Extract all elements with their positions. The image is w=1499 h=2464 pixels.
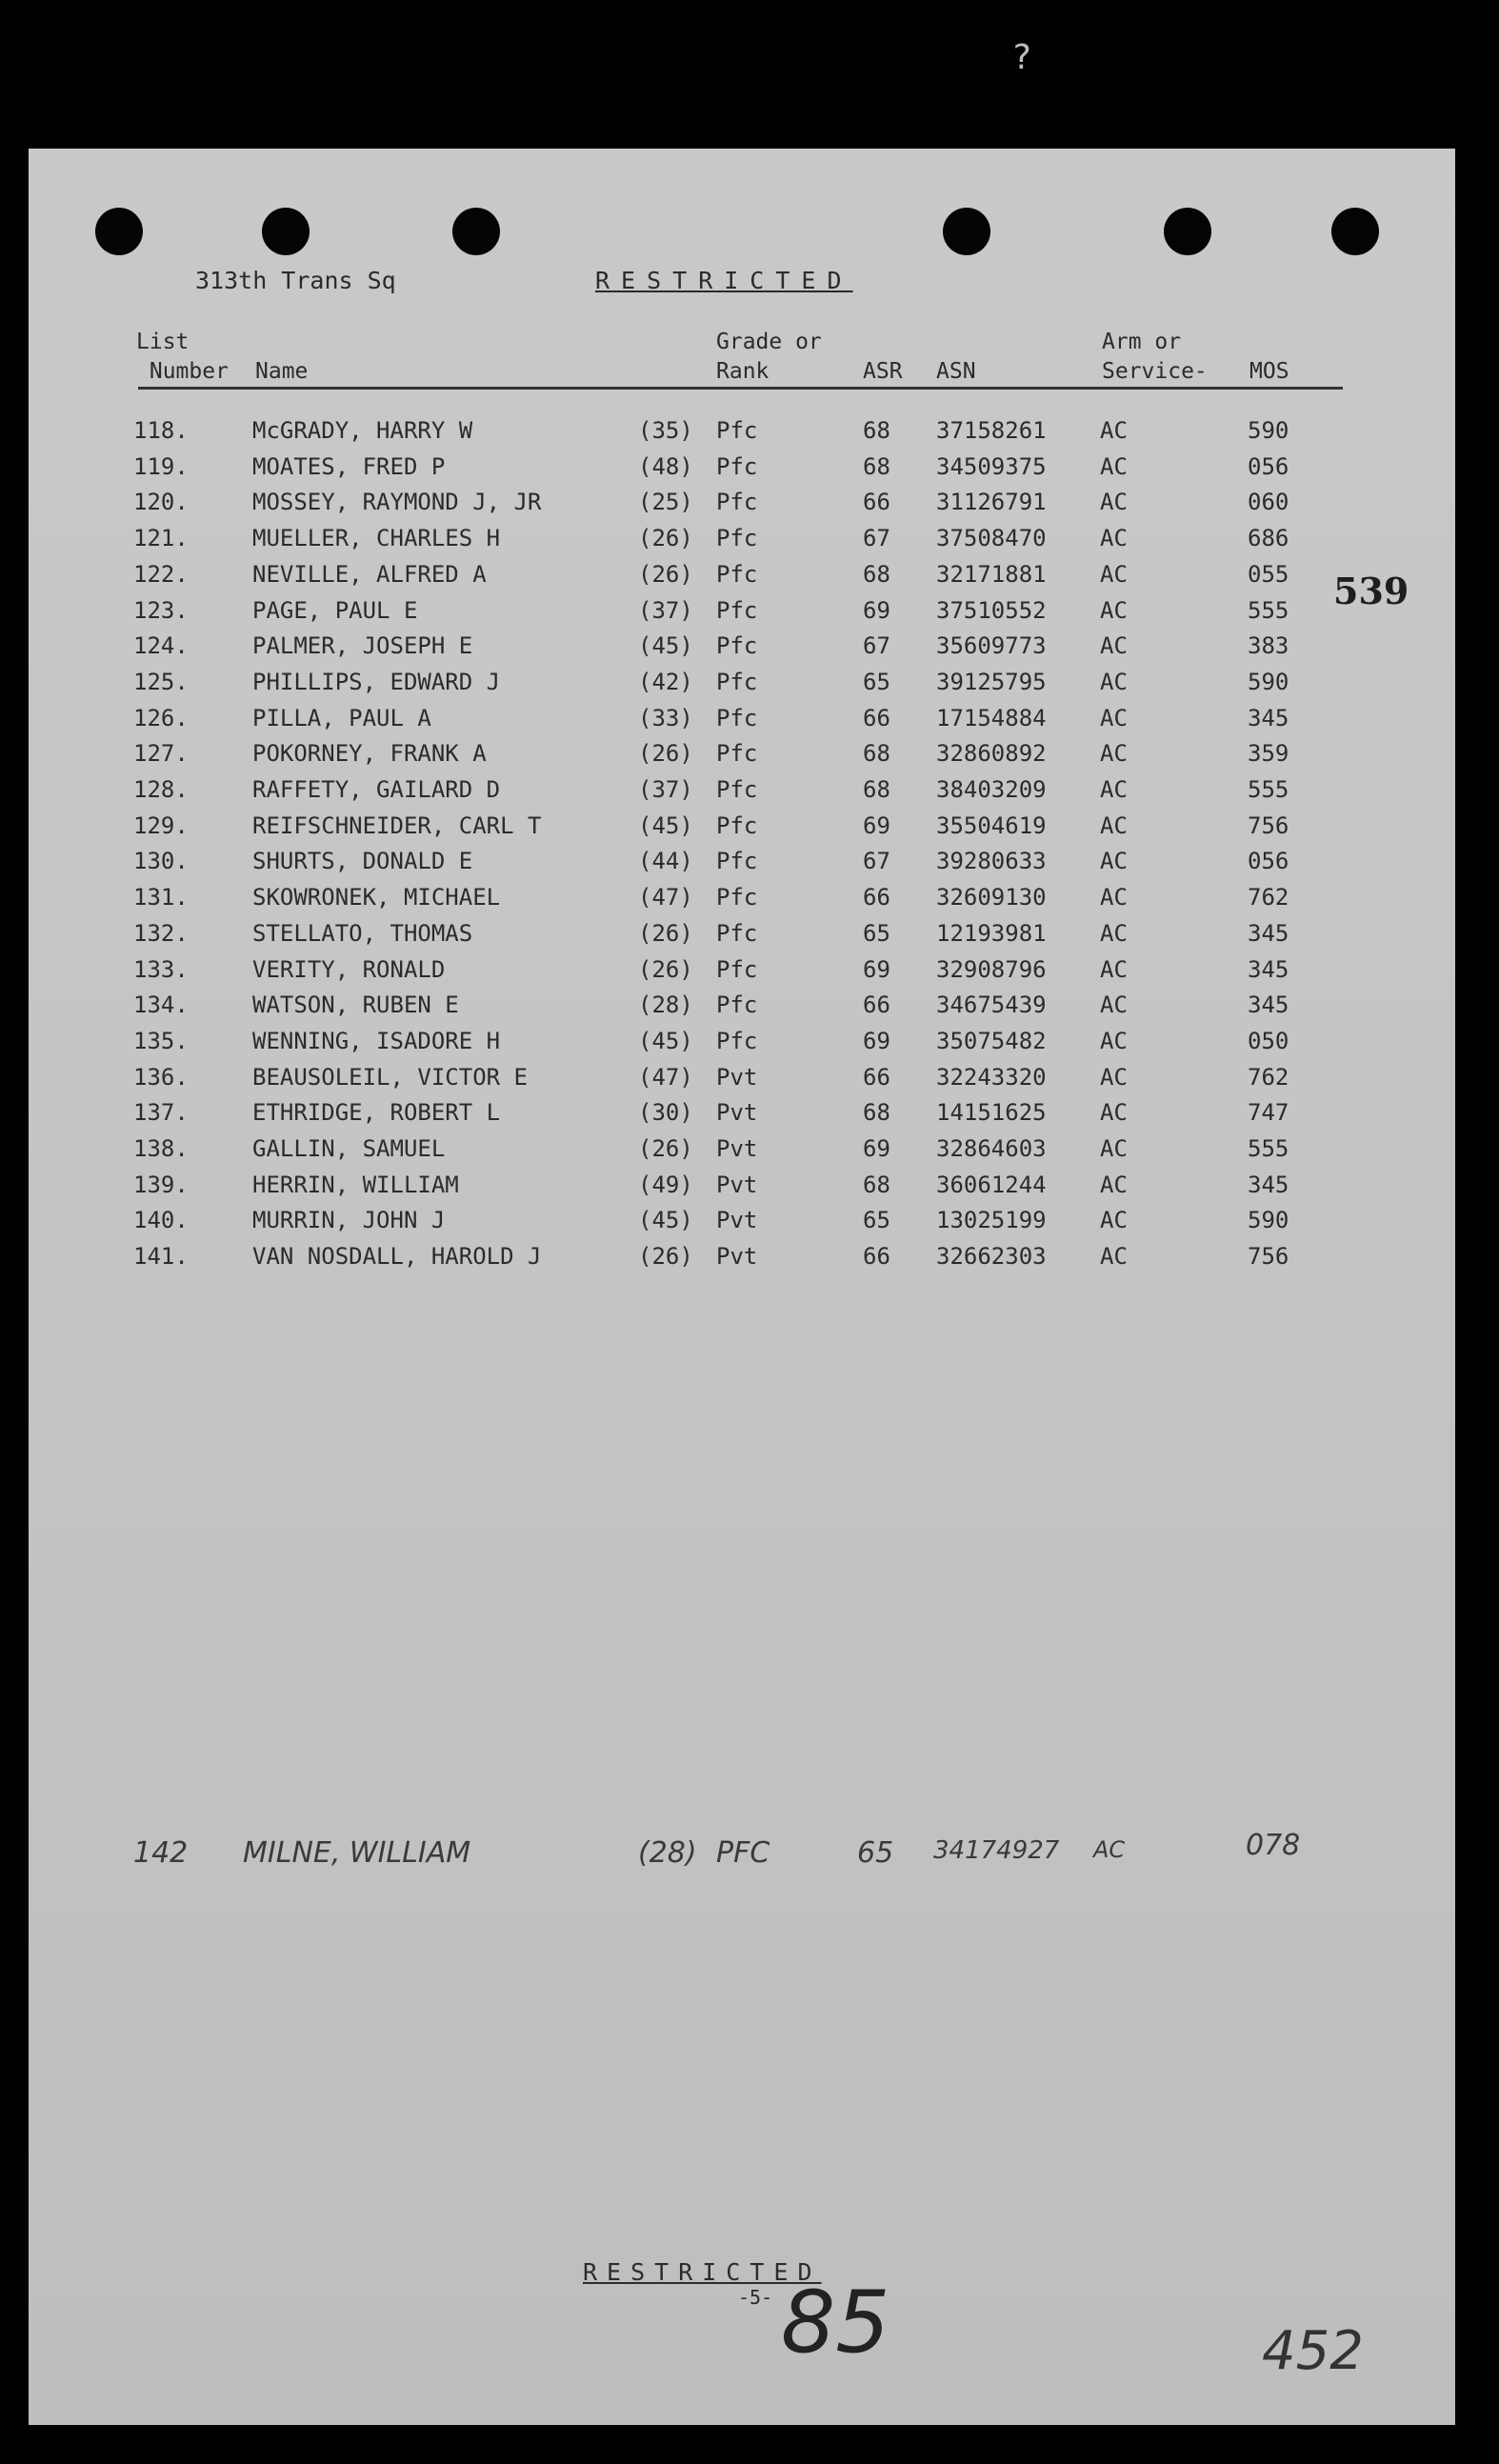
arm-service: AC [1100,848,1128,875]
punch-hole [943,208,990,255]
top-question-mark: ? [1011,38,1032,77]
header-rule [138,387,1343,390]
table-row [29,1028,1455,1062]
member-name: MURRIN, JOHN J [252,1207,446,1234]
mos: 056 [1248,452,1289,480]
punch-hole [1164,208,1211,255]
handwritten-452: 452 [1262,2320,1364,2382]
arm-service: AC [1100,1027,1128,1054]
asr: 66 [863,704,890,731]
asr: 69 [863,1135,890,1162]
grade: Pfc [716,452,758,480]
table-row [29,848,1455,882]
list-number: 141. [133,1243,189,1271]
table-row [29,1243,1455,1277]
grade: Pfc [716,632,758,660]
list-number: 124. [133,632,189,660]
mos: 555 [1248,1135,1289,1162]
punch-hole [1331,208,1379,255]
mos: 555 [1248,596,1289,624]
asn: 17154884 [936,704,1047,731]
mos: 050 [1248,1027,1289,1054]
asn: 32243320 [936,1063,1047,1091]
member-name: MOATES, FRED P [252,452,446,480]
member-name: MUELLER, CHARLES H [252,525,501,552]
table-row [29,417,1455,451]
asn: 35075482 [936,1027,1047,1054]
asr: 65 [857,1836,894,1870]
member-name: SKOWRONEK, MICHAEL [252,884,501,911]
col-list-number: List Number [136,330,229,384]
member-name: ETHRIDGE, ROBERT L [252,1099,501,1127]
mos: 345 [1248,955,1289,983]
arm-service: AC [1100,560,1128,588]
list-number: 133. [133,955,189,983]
col-asr: ASR [863,359,903,384]
table-row [29,525,1455,559]
asn: 39125795 [936,668,1047,695]
table-row [29,669,1455,703]
mos: 055 [1248,560,1289,588]
asr: 68 [863,560,890,588]
asn: 37510552 [936,596,1047,624]
asn: 35504619 [936,811,1047,839]
asr: 65 [863,1207,890,1234]
col-asn: ASN [936,359,976,384]
grade: Pvt [716,1063,758,1091]
mos: 056 [1248,848,1289,875]
mos: 078 [1246,1829,1301,1862]
table-row [29,992,1455,1026]
asn: 36061244 [936,1171,1047,1198]
member-name: WENNING, ISADORE H [252,1027,501,1054]
arm-service: AC [1100,632,1128,660]
member-name: McGRADY, HARRY W [252,417,473,444]
member-name: NEVILLE, ALFRED A [252,560,487,588]
member-name: POKORNEY, FRANK A [252,740,487,768]
asn: 37508470 [936,525,1047,552]
arm-service: AC [1100,704,1128,731]
age: (44) [638,848,693,875]
age: (26) [638,1243,693,1271]
grade: Pfc [716,596,758,624]
table-row [29,740,1455,774]
asn: 37158261 [936,417,1047,444]
list-number: 130. [133,848,189,875]
table-row [29,1172,1455,1206]
table-row [29,920,1455,954]
mos: 383 [1248,632,1289,660]
grade: Pvt [716,1207,758,1234]
grade: Pfc [716,776,758,803]
list-number: 138. [133,1135,189,1162]
mos: 590 [1248,1207,1289,1234]
asr: 68 [863,776,890,803]
asn: 35609773 [936,632,1047,660]
unit-name: 313th Trans Sq [195,267,396,294]
punch-hole [95,208,143,255]
age: (47) [638,1063,693,1091]
punch-hole [262,208,310,255]
arm-service: AC [1100,1063,1128,1091]
classification-header: RESTRICTED [595,267,853,294]
arm-service: AC [1100,884,1128,911]
list-number: 126. [133,704,189,731]
asn: 32908796 [936,955,1047,983]
arm-service: AC [1100,668,1128,695]
arm-service: AC [1100,1099,1128,1127]
handwritten-row [29,1829,1455,1871]
table-row [29,1207,1455,1241]
table-row [29,489,1455,523]
grade: Pfc [716,668,758,695]
age: (26) [638,740,693,768]
age: (30) [638,1099,693,1127]
asr: 67 [863,632,890,660]
list-number: 139. [133,1171,189,1198]
arm-service: AC [1100,417,1128,444]
list-number: 134. [133,992,189,1019]
grade: Pfc [716,811,758,839]
age: (26) [638,1135,693,1162]
asn: 32609130 [936,884,1047,911]
age: (49) [638,1171,693,1198]
asr: 69 [863,596,890,624]
arm-service: AC [1100,992,1128,1019]
mos: 747 [1248,1099,1289,1127]
age: (26) [638,525,693,552]
list-number: 140. [133,1207,189,1234]
member-name: SHURTS, DONALD E [252,848,473,875]
member-name: VERITY, RONALD [252,955,446,983]
table-row [29,561,1455,595]
member-name: BEAUSOLEIL, VICTOR E [252,1063,528,1091]
member-name: MOSSEY, RAYMOND J, JR [252,489,542,516]
asn: 38403209 [936,776,1047,803]
member-name: PILLA, PAUL A [252,704,431,731]
age: (45) [638,1027,693,1054]
asn: 34509375 [936,452,1047,480]
mos: 345 [1248,1171,1289,1198]
grade: Pfc [716,848,758,875]
grade: Pfc [716,489,758,516]
member-name: PALMER, JOSEPH E [252,632,473,660]
asn: 32171881 [936,560,1047,588]
table-row [29,776,1455,811]
list-number: 120. [133,489,189,516]
grade: Pfc [716,992,758,1019]
asn: 32864603 [936,1135,1047,1162]
mos: 762 [1248,884,1289,911]
table-row [29,632,1455,667]
age: (37) [638,776,693,803]
asr: 65 [863,668,890,695]
asr: 68 [863,452,890,480]
member-name: MILNE, WILLIAM [243,1836,471,1870]
punch-hole [452,208,500,255]
grade: PFC [716,1836,770,1870]
col-arm-service: Arm or Service- [1102,330,1208,384]
grade: Pfc [716,560,758,588]
age: (33) [638,704,693,731]
asr: 66 [863,1243,890,1271]
grade: Pfc [716,525,758,552]
member-name: HERRIN, WILLIAM [252,1171,459,1198]
document-page [29,149,1455,2425]
arm-service: AC [1100,1135,1128,1162]
classification-footer: RESTRICTED [583,2258,822,2286]
age: (45) [638,632,693,660]
list-number: 119. [133,452,189,480]
asn: 12193981 [936,919,1047,947]
grade: Pfc [716,1027,758,1054]
list-number: 123. [133,596,189,624]
member-name: WATSON, RUBEN E [252,992,459,1019]
mos: 756 [1248,1243,1289,1271]
grade: Pfc [716,704,758,731]
table-row [29,1099,1455,1133]
mos: 359 [1248,740,1289,768]
arm-service: AC [1100,776,1128,803]
col-grade: Grade or Rank [716,330,822,384]
arm-service: AC [1100,740,1128,768]
mos: 590 [1248,668,1289,695]
list-number: 142 [133,1836,189,1870]
asr: 66 [863,992,890,1019]
mos: 555 [1248,776,1289,803]
age: (25) [638,489,693,516]
asn: 34174927 [933,1836,1060,1865]
member-name: VAN NOSDALL, HAROLD J [252,1243,542,1271]
mos: 345 [1248,919,1289,947]
table-row [29,1064,1455,1098]
list-number: 131. [133,884,189,911]
page-number: -5- [738,2286,773,2309]
grade: Pvt [716,1171,758,1198]
arm-service: AC [1100,596,1128,624]
arm-service: AC [1100,1171,1128,1198]
table-row [29,956,1455,991]
grade: Pfc [716,417,758,444]
asr: 68 [863,1171,890,1198]
arm-service: AC [1100,489,1128,516]
mos: 060 [1248,489,1289,516]
table-row [29,812,1455,847]
list-number: 132. [133,919,189,947]
arm-service: AC [1100,525,1128,552]
table-row [29,597,1455,631]
grade: Pfc [716,919,758,947]
asr: 67 [863,848,890,875]
asn: 34675439 [936,992,1047,1019]
arm-service: AC [1100,955,1128,983]
member-name: STELLATO, THOMAS [252,919,473,947]
handwritten-85: 85 [781,2273,890,2373]
table-row [29,1135,1455,1170]
table-row [29,705,1455,739]
list-number: 127. [133,740,189,768]
list-number: 121. [133,525,189,552]
grade: Pvt [716,1243,758,1271]
age: (37) [638,596,693,624]
asr: 67 [863,525,890,552]
table-row [29,884,1455,918]
grade: Pfc [716,740,758,768]
age: (42) [638,668,693,695]
asn: 32860892 [936,740,1047,768]
grade: Pvt [716,1135,758,1162]
asn: 39280633 [936,848,1047,875]
grade: Pvt [716,1099,758,1127]
asr: 66 [863,884,890,911]
asr: 69 [863,955,890,983]
age: (47) [638,884,693,911]
age: (45) [638,811,693,839]
list-number: 135. [133,1027,189,1054]
mos: 345 [1248,992,1289,1019]
arm-service: AC [1093,1836,1126,1863]
asn: 31126791 [936,489,1047,516]
age: (48) [638,452,693,480]
asr: 68 [863,1099,890,1127]
mos: 762 [1248,1063,1289,1091]
arm-service: AC [1100,1243,1128,1271]
asr: 69 [863,811,890,839]
asn: 32662303 [936,1243,1047,1271]
age: (26) [638,919,693,947]
asr: 68 [863,740,890,768]
age: (28) [638,1836,697,1870]
side-page-number: 539 [1333,570,1409,612]
asr: 65 [863,919,890,947]
member-name: PHILLIPS, EDWARD J [252,668,501,695]
member-name: PAGE, PAUL E [252,596,418,624]
arm-service: AC [1100,1207,1128,1234]
asr: 66 [863,1063,890,1091]
mos: 756 [1248,811,1289,839]
list-number: 122. [133,560,189,588]
member-name: REIFSCHNEIDER, CARL T [252,811,542,839]
grade: Pfc [716,955,758,983]
asr: 68 [863,417,890,444]
mos: 345 [1248,704,1289,731]
member-name: RAFFETY, GAILARD D [252,776,501,803]
table-row [29,453,1455,488]
arm-service: AC [1100,452,1128,480]
asn: 14151625 [936,1099,1047,1127]
grade: Pfc [716,884,758,911]
asr: 69 [863,1027,890,1054]
list-number: 136. [133,1063,189,1091]
col-name: Name [255,359,309,384]
list-number: 137. [133,1099,189,1127]
mos: 686 [1248,525,1289,552]
age: (45) [638,1207,693,1234]
list-number: 125. [133,668,189,695]
mos: 590 [1248,417,1289,444]
list-number: 129. [133,811,189,839]
age: (35) [638,417,693,444]
age: (26) [638,955,693,983]
asn: 13025199 [936,1207,1047,1234]
asr: 66 [863,489,890,516]
member-name: GALLIN, SAMUEL [252,1135,446,1162]
col-mos: MOS [1249,359,1289,384]
age: (26) [638,560,693,588]
arm-service: AC [1100,919,1128,947]
list-number: 128. [133,776,189,803]
list-number: 118. [133,417,189,444]
arm-service: AC [1100,811,1128,839]
age: (28) [638,992,693,1019]
